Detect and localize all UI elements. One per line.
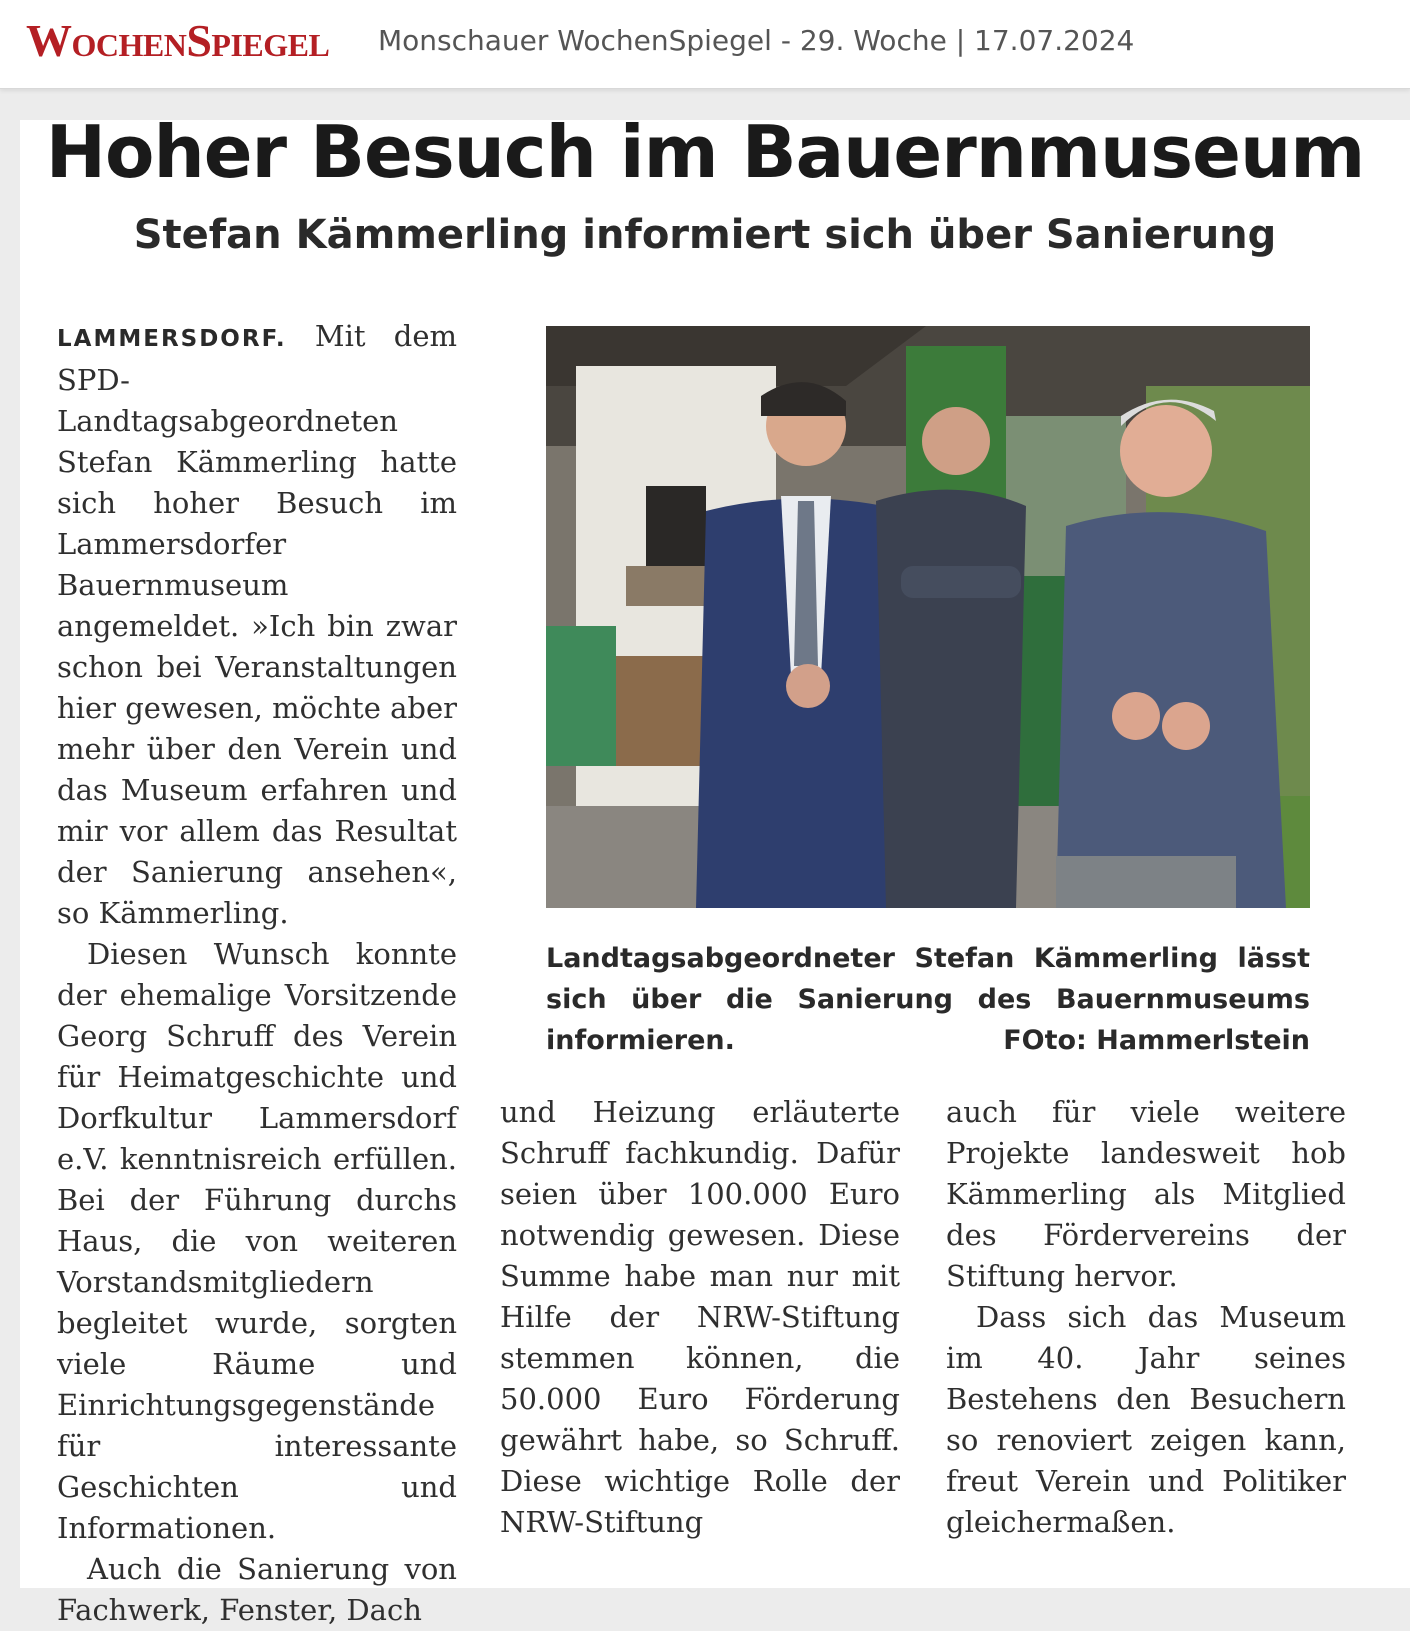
photo-caption (546, 938, 1310, 1061)
article-paragraph: Diesen Wunsch konnte der ehemalige Vorsitzende Georg Schruff des Verein für Heimatgeschichte und Dorfkultur Lammersdorf e.V. kenntnisreich erfüllen. Bei der Führung durchs Haus, die von weiteren Vorstandsmitgliedern begleitet wurde, sorgten viele Räume und Einrichtungsgegenstände für interessante Geschichten und Informationen. (57, 937, 457, 1545)
article-photo (546, 326, 1310, 908)
article-paragraph: Auch die Sanierung von Fachwerk, Fenster, Dach (57, 1552, 457, 1627)
article-paragraph (57, 316, 457, 934)
article-column-2 (500, 1092, 900, 1543)
dateline: LAMMERSDORF. (57, 326, 287, 352)
photo-illustration (546, 326, 1310, 908)
publication-logo[interactable]: WochenSpiegel (26, 15, 330, 66)
article-paragraph: und Heizung erläuterte Schruff fachkundig. Dafür seien über 100.000 Euro notwendig gewesen. Diese Summe habe man nur mit Hilfe der NRW-Stiftung stemmen können, die 50.000 Euro Förderung gewährt habe, so Schruff. Diese wichtige Rolle der NRW-Stiftung (500, 1095, 900, 1539)
article-headline: Hoher Besuch im Bauernmuseum (45, 110, 1365, 194)
article-column-1 (57, 316, 457, 1631)
paragraph-text: Mit dem SPD-Landtagsabgeordneten Stefan Kämmerling hatte sich hoher Besuch im Lammersdorfer Bauernmuseum angemeldet. »Ich bin zwar schon bei Veranstaltungen hier gewesen, möchte aber mehr über den Verein und das Museum erfahren und mir vor allem das Resultat der Sanierung ansehen«, so Kämmerling. (57, 319, 457, 930)
article-paragraph: Dass sich das Museum im 40. Jahr seines Bestehens den Besuchern so renoviert zeigen kann, freut Verein und Politiker gleichermaßen. (946, 1300, 1346, 1539)
caption-text: Landtagsabgeordneter Stefan Kämmerling lässt sich über die Sanierung des Bauernmuseums informieren. (546, 943, 1310, 1056)
publication-info: Monschauer WochenSpiegel - 29. Woche | 17.07.2024 (378, 24, 1135, 57)
article-column-3 (946, 1092, 1346, 1543)
article-subheadline: Stefan Kämmerling informiert sich über Sanierung (133, 212, 1277, 258)
photo-credit: FOto: Hammerlstein (1003, 1025, 1310, 1056)
article-paragraph: auch für viele weitere Projekte landesweit hob Kämmerling als Mitglied des Fördervereins der Stiftung hervor. (946, 1095, 1346, 1293)
top-bar (0, 0, 1410, 89)
